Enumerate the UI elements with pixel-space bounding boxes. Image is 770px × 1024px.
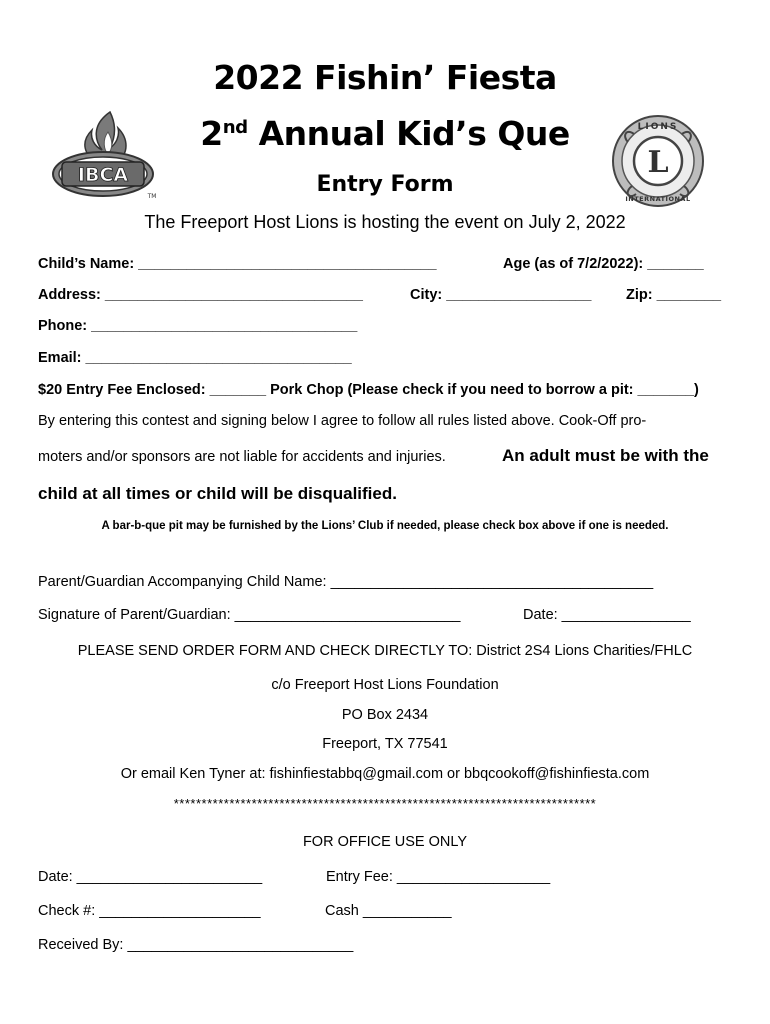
svg-text:LIONS: LIONS <box>637 122 679 132</box>
office-received-by-field[interactable]: Received By: ____________________________ <box>38 937 354 953</box>
svg-text:L: L <box>647 145 669 180</box>
office-date-field[interactable]: Date: _______________________ <box>38 869 263 885</box>
mailing-email: Or email Ken Tyner at: fishinfiestabbq@gmail.com or bbqcookoff@fishinfiesta.com <box>120 766 650 782</box>
agreement-text-2: moters and/or sponsors are not liable for accidents and injuries. <box>38 449 446 465</box>
host-line: The Freeport Host Lions is hosting the event on July 2, 2022 <box>144 212 626 232</box>
office-check-field[interactable]: Check #: ____________________ <box>38 903 261 919</box>
guardian-name-field[interactable]: Parent/Guardian Accompanying Child Name: ________________________________________ <box>38 574 654 590</box>
mailing-co: c/o Freeport Host Lions Foundation <box>271 677 499 693</box>
entry-fee-line[interactable]: $20 Entry Fee Enclosed: _______ Pork Chop (Please check if you need to borrow a pit: _______) <box>38 382 699 398</box>
zip-field[interactable]: Zip: ________ <box>626 287 722 303</box>
page-title: 2022 Fishin’ Fiesta <box>213 58 557 97</box>
mailing-instruction: PLEASE SEND ORDER FORM AND CHECK DIRECTLY TO: District 2S4 Lions Charities/FHLC <box>77 643 693 659</box>
page-subtitle: 2nd Annual Kid’s Que <box>200 114 570 153</box>
adult-warning-1: An adult must be with the <box>502 446 709 465</box>
age-field[interactable]: Age (as of 7/2/2022): _______ <box>503 256 704 272</box>
mailing-po-box: PO Box 2434 <box>341 707 429 723</box>
guardian-date-field[interactable]: Date: ________________ <box>523 607 691 623</box>
office-entry-fee-field[interactable]: Entry Fee: ___________________ <box>326 869 551 885</box>
email-field[interactable]: Email: _________________________________ <box>38 350 352 366</box>
guardian-signature-field[interactable]: Signature of Parent/Guardian: ____________________________ <box>38 607 461 623</box>
divider: **************************************************************************** <box>173 796 597 811</box>
office-cash-field[interactable]: Cash ___________ <box>325 903 452 919</box>
city-field[interactable]: City: __________________ <box>410 287 592 303</box>
agreement-text-1: By entering this contest and signing below I agree to follow all rules listed above. Cook-Off pro- <box>38 413 647 429</box>
address-field[interactable]: Address: ________________________________ <box>38 287 363 303</box>
phone-field[interactable]: Phone: _________________________________ <box>38 318 358 334</box>
child-name-field[interactable]: Child’s Name: _____________________________________ <box>38 256 437 272</box>
adult-warning-2: child at all times or child will be disqualified. <box>38 484 397 503</box>
office-use-heading: FOR OFFICE USE ONLY <box>302 834 468 850</box>
pit-note: A bar-b-que pit may be furnished by the Lions’ Club if needed, please check box above if one is needed. <box>101 520 669 532</box>
entry-form-heading: Entry Form <box>316 172 454 197</box>
svg-text:TM: TM <box>147 193 157 200</box>
mailing-city: Freeport, TX 77541 <box>322 736 448 752</box>
svg-text:INTERNATIONAL: INTERNATIONAL <box>625 195 691 203</box>
ibca-logo-text: IBCA <box>77 164 129 186</box>
